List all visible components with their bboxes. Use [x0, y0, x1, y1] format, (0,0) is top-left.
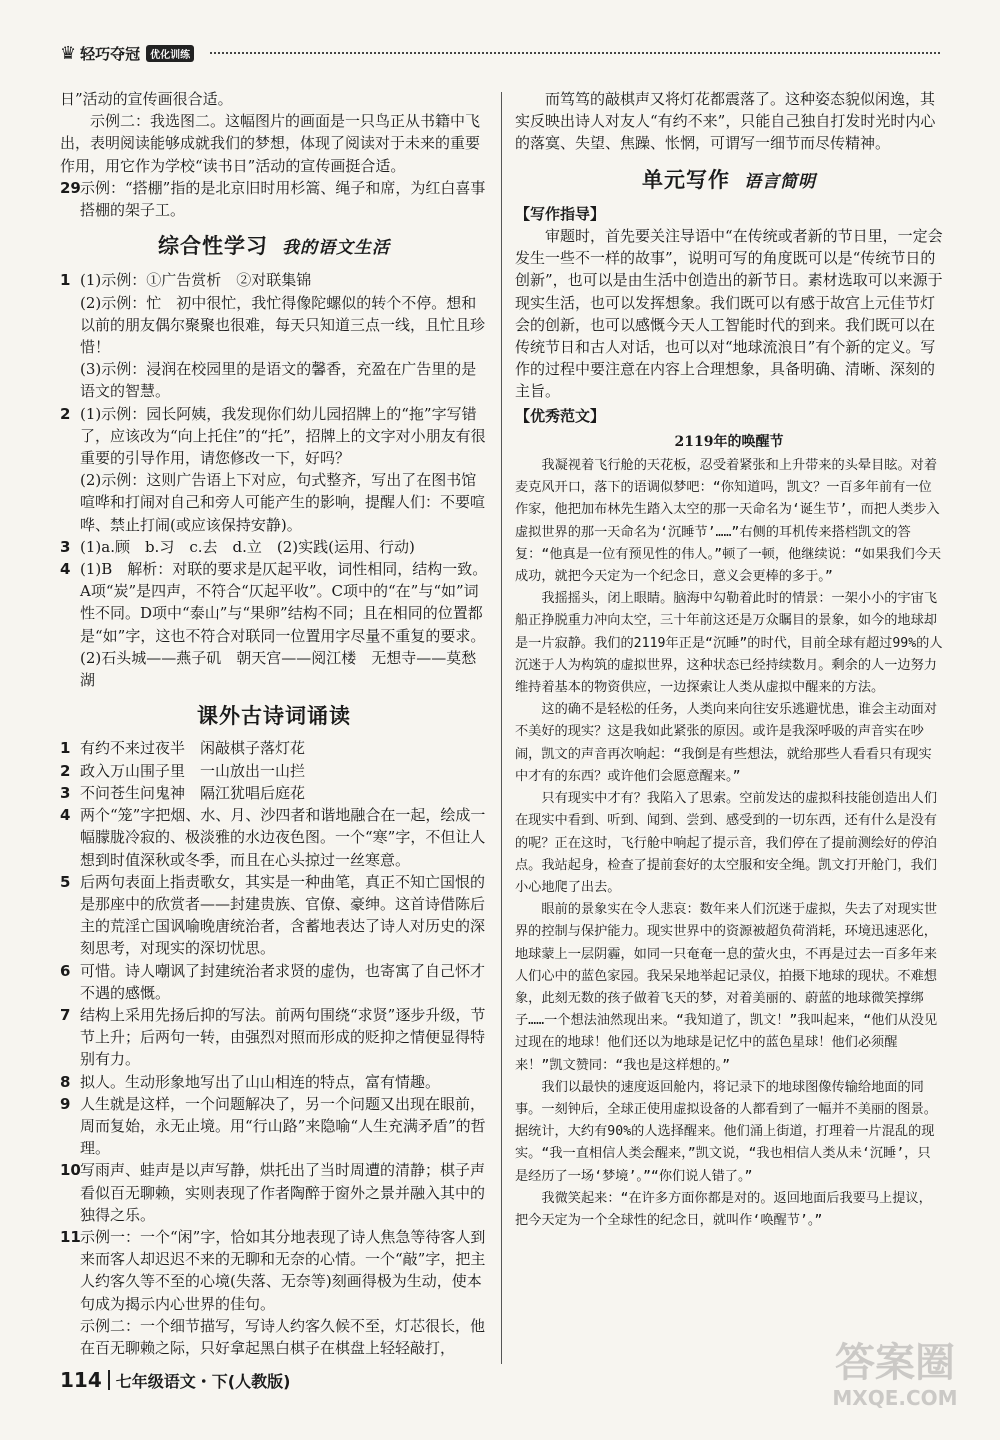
item-text: 结构上采用先扬后抑的写法。前两句围绕“求贤”逐步升级，节节上升；后两句一转，由强烈对照而形成的贬抑之情便显得特别有力。: [80, 1005, 486, 1069]
book-title: 七年级语文・下(人教版): [115, 1371, 291, 1391]
item-number: 9: [60, 1094, 71, 1113]
item-number: 10: [60, 1161, 81, 1180]
essay-paragraph: 只有现实中才有？我陷入了思索。空前发达的虚拟科技能创造出人们在现实中看到、听到、闻到、尝到、感受到的一切东西，还有什么是没有的呢？正在这时，飞行舱中响起了提示音，我们停在了提前测绘好的停泊点。我站起身，检查了提前套好的太空服和安全绳。凯文打开舱门，我们小心地爬了出去。: [515, 791, 938, 895]
item-number: 2: [60, 404, 71, 423]
item-number: 3: [60, 783, 71, 802]
section-title-text: 单元写作: [642, 167, 730, 192]
item-number: 5: [60, 872, 71, 891]
section-title-unit-writing: [515, 169, 943, 193]
continued-paragraph: 而笃笃的敲棋声又将灯花都震落了。这种姿态貌似闲逸，其实反映出诗人对友人“有约不来”，只能自己独自打发时光时内心的落寞、失望、焦躁、怅惘，可谓写一细节而尽传精神。: [515, 90, 936, 153]
item-text: 有约不来过夜半 闲敲棋子落灯花: [80, 739, 306, 758]
item-text: 人生就是这样，一个问题解决了，另一个问题又出现在眼前，周而复始，永无止境。用“行山路”来隐喻“人生充满矛盾”的哲理。: [80, 1094, 486, 1158]
essay-paragraph: 我凝视着飞行舱的天花板，忍受着紧张和上升带来的头晕目眩。对着麦克风开口，落下的语调似梦吧：“你知道吗，凯文？一百多年前有一位作家，他把加布林先生踏入太空的那一天命名为‘诞生节’，而把人类步入虚拟世界的那一天命名为‘沉睡节’……”右侧的耳机传来搭档凯文的答复：“他真是一位有预见性的伟人。”顿了一顿，他继续说：“如果我们今天成功，就把今天定为一个纪念日，意义会更棒的多于。”: [515, 458, 942, 585]
brand-badge: 优化训练: [146, 45, 194, 62]
question-text: 示例：“搭棚”指的是北京旧时用杉篙、绳子和席，为红白喜事搭棚的架子工。: [80, 178, 486, 220]
item-text: 两个“笼”字把烟、水、月、沙四者和谐地融合在一起，绘成一幅朦胧冷寂的、极淡雅的水边夜色图。一个“寒”字，不但让人想到时值深秋或冬季，而且在心头掠过一丝寒意。: [80, 806, 486, 869]
item-number: 11: [60, 1227, 81, 1246]
list-item: [60, 1159, 488, 1226]
essay-paragraph: 我摇摇头，闭上眼睛。脑海中勾勒着此时的情景：一架小小的宇宙飞船正挣脱重力冲向太空，三十年前这还是万众瞩目的景象，如今的地球却是一片寂静。我们的2119年正是“沉睡”的时代，目前全球有超过99%的人沉迷于人为构筑的虚拟世界，这种状态已经持续数月。剩余的人一边努力维持着基本的物资供应，一边探索让人类从虚拟中醒来的方法。: [515, 591, 943, 696]
list-item: [60, 960, 488, 1004]
section-title-text: 综合性学习: [158, 234, 268, 259]
watermark-url: MXQE.COM: [832, 1386, 958, 1410]
list-item: [60, 760, 488, 782]
crown-icon: ♛: [60, 42, 77, 64]
section-subtitle: 语言简明: [744, 171, 816, 192]
list-item: [60, 536, 488, 558]
item-text: 拟人。生动形象地写出了山山相连的特点，富有情趣。: [80, 1072, 441, 1091]
right-column: [515, 88, 943, 1232]
list-item: [60, 1226, 488, 1315]
intro-line: 日”活动的宣传画很合适。: [60, 90, 233, 108]
essay-paragraph: 我们以最快的速度返回舱内，将记录下的地球图像传输给地面的同事。一刻钟后，全球正使用虚拟设备的人都看到了一幅并不美丽的图景。据统计，大约有90%的人选择醒来。他们涌上街道，打理着一片混乱的现实。“我一直相信人类会醒来，”凯文说，“我也相信人类从未‘沉睡’，只是经历了一场‘梦境’。”“你们说人错了。”: [515, 1079, 937, 1184]
question-29: [60, 177, 488, 221]
column-divider: [501, 92, 502, 1364]
item-text: 政入万山围子里 一山放出一山拦: [80, 761, 306, 780]
item-number: 8: [60, 1072, 71, 1091]
item-line: (1)示例：园长阿姨，我发现你们幼儿园招牌上的“拖”字写错了，应该改为“向上托住”的“托”，招牌上的文字对小朋友有很重要的引导作用，请您修改一下，好吗？: [80, 404, 486, 468]
item-line: (2)示例：忙 初中很忙，我忙得像陀螺似的转个不停。想和以前的朋友偶尔聚聚也很难，每天只知道三点一线，且忙且珍惜！: [80, 293, 486, 357]
classical-poetry-list: [60, 737, 488, 1314]
watermark-text: 答案圈: [835, 1340, 955, 1386]
item-text: 不问苍生问鬼神 隔江犹唱后庭花: [80, 783, 306, 802]
section-title-classical-poetry: [60, 705, 488, 727]
list-item: [60, 871, 488, 960]
item-number: 7: [60, 1005, 71, 1024]
item-number: 2: [60, 761, 71, 780]
section-title-integrated-learning: [60, 235, 488, 259]
item-text: 示例一：一个“闲”字，恰如其分地表现了诗人焦急等待客人到来而客人却迟迟不来的无聊和无奈的心情。一个“敲”字，把主人约客久等不至的心境(失落、无奈等)刻画得极为生动，使本句成为揭示内心世界的佳句。: [80, 1227, 486, 1313]
list-item: [60, 1071, 488, 1093]
model-essay-tag: 【优秀范文】: [515, 406, 606, 425]
list-item: [60, 1004, 488, 1071]
essay-paragraph: 这的确不是轻松的任务，人类向来向往安乐逃避忧患，谁会主动面对不美好的现实？这是我如此紧张的原因。或许是我深呼吸的声音实在吵闹，凯文的声音再次响起：“我倒是有些想法，就给那些人看看只有现实中才有的东西？或许他们会愿意醒来。”: [515, 702, 938, 784]
question-number: 29: [60, 178, 81, 197]
essay-body: [515, 455, 943, 1232]
item-number: 3: [60, 537, 71, 556]
item-number: 6: [60, 961, 71, 980]
intro-example: 示例二：我选图二。这幅图片的画面是一只鸟正从书籍中飞出，表明阅读能够成就我们的梦想，体现了阅读对于未来的重要作用，用它作为学校“读书日”活动的宣传画挺合适。: [60, 112, 481, 175]
essay-paragraph: 眼前的景象实在令人悲哀：数年来人们沉迷于虚拟，失去了对现实世界的控制与保护能力。现实世界中的资源被超负荷消耗，环境迅速恶化，地球蒙上一层阴霾，如同一只奄奄一息的萤火虫，不再是过去一百多年来人们心中的蓝色家园。我呆呆地举起记录仪，拍摄下地球的现状。不难想象，此刻无数的孩子做着飞天的梦，对着美丽的、蔚蓝的地球微笑撑绑子……一个想法油然现出来。“我知道了，凯文！”我叫起来，“他们从没见过现在的地球！他们还以为地球是记忆中的蓝色星球！他们必须醒来！”凯文赞同：“我也是这样想的。”: [515, 902, 938, 1073]
item-line: (2)示例：这则广告语上下对应，句式整齐，写出了在图书馆喧哗和打闹对自己和旁人可能产生的影响，提醒人们：不要喧哗、禁止打闹(或应该保持安静)。: [80, 471, 486, 534]
item-number: 1: [60, 739, 71, 758]
integrated-learning-list: [60, 269, 488, 691]
item-text: 可惜。诗人嘲讽了封建统治者求贤的虚伪，也寄寓了自己怀才不遇的感慨。: [80, 961, 486, 1002]
list-item: [60, 403, 488, 536]
item-number: 1: [60, 271, 71, 290]
list-item: [60, 269, 488, 402]
brand-name: 轻巧夺冠: [80, 44, 141, 63]
item-line: (3)示例：浸润在校园里的是语文的馨香，充盈在广告里的是语文的智慧。: [80, 360, 477, 401]
footer-divider: [108, 1370, 110, 1390]
page-header: [60, 38, 940, 74]
brand-logo: [60, 38, 194, 68]
list-item: [60, 737, 488, 759]
item-line: (1)a.顾 b.习 c.去 d.立 (2)实践(运用、行动): [80, 537, 415, 556]
list-item: [60, 558, 488, 691]
section-title-text: 课外古诗词诵读: [197, 704, 351, 729]
header-divider: [210, 52, 940, 54]
item-line: (2)石头城——燕子矶 朝天宫——阅江楼 无想寺——莫愁湖: [80, 648, 477, 690]
item-text: 写雨声、蛙声是以声写静，烘托出了当时周遭的清静；棋子声看似百无聊赖，实则表现了作者陶醉于窗外之景并融入其中的独得之乐。: [80, 1161, 486, 1224]
list-item: [60, 782, 488, 804]
list-item: [60, 1093, 488, 1160]
list-item: [60, 804, 488, 871]
essay-paragraph: 我微笑起来：“在许多方面你都是对的。返回地面后我要马上提议，把今天定为一个全球性的纪念日，就叫作‘唤醒节’。”: [515, 1190, 932, 1228]
page-footer: [60, 1368, 290, 1392]
watermark-logo: [820, 1340, 970, 1420]
page-number: 114: [60, 1368, 102, 1392]
writing-guide-text: 审题时，首先要关注导语中“在传统或者新的节日里，一定会发生一些不一样的故事”，说明可写的角度既可以是“传统节日的创新”，也可以是由生活中创造出的新节日。素材选取可以来源于现实生活，也可以发挥想象。我们既可以有感于故宫上元佳节灯会的创新，也可以感慨今天人工智能时代的到来。我们既可以在传统节日和古人对话，也可以对“地球流浪日”有个新的定义。写作的过程中要注意在内容上合理想象，具备明确、清晰、深刻的主旨。: [515, 227, 943, 401]
writing-guide-tag: 【写作指导】: [515, 204, 606, 223]
left-column: [60, 88, 488, 1359]
item-text: 后两句表面上指责歌女，其实是一种曲笔，真正不知亡国恨的是那座中的欣赏者——封建贵族、官僚、豪绅。这首诗借陈后主的荒淫亡国讽喻晚唐统治者，含蓄地表达了诗人对历史的深刻思考，对现实的深切忧思。: [80, 872, 486, 958]
section-subtitle: 我的语文生活: [282, 238, 390, 259]
item-line: (1)示例：①广告赏析 ②对联集锦: [80, 271, 312, 290]
essay-title: 2119年的唤醒节: [674, 433, 784, 450]
item-line: (1)B 解析：对联的要求是仄起平收，词性相同，结构一致。A项“炭”是四声，不符合“仄起平收”。C项中的“在”与“如”词性不同。D项中“泰山”与“果卵”结构不同；且在相同的位置都是“如”字，这也不符合对联同一位置用字尽量不重复的要求。: [80, 560, 488, 645]
item-number: 4: [60, 806, 71, 825]
tail-paragraph: 示例二：一个细节描写，写诗人约客久候不至，灯芯很长，他在百无聊赖之际，只好拿起黑白棋子在棋盘上轻轻敲打，: [80, 1316, 486, 1357]
item-number: 4: [60, 560, 71, 579]
